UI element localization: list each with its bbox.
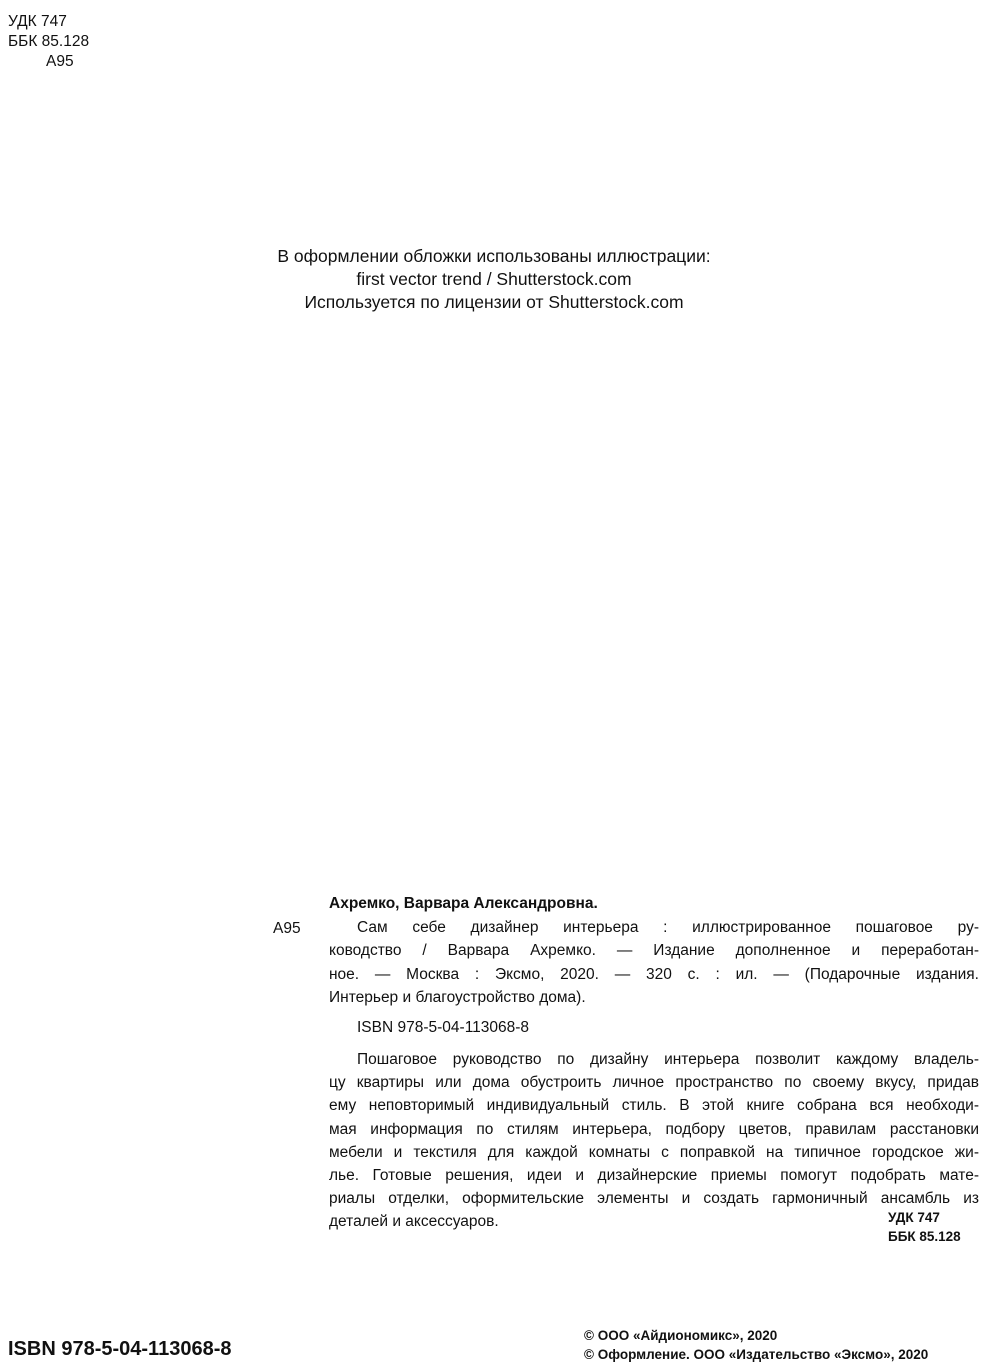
udk-code: УДК 747 xyxy=(8,13,67,30)
bbk-code: ББК 85.128 xyxy=(888,1229,961,1244)
annotation xyxy=(329,1048,979,1234)
annotation-line: цу квартиры или дома обустроить личное пространство по своему вкусу, придав xyxy=(329,1074,979,1092)
description-line: Интерьер и благоустройство дома). xyxy=(329,989,586,1007)
credits-line: first vector trend / Shutterstock.com xyxy=(356,269,632,289)
credits-line: Используется по лицензии от Shutterstock.com xyxy=(304,292,684,312)
annotation-line: деталей и аксессуаров. xyxy=(329,1213,499,1231)
description-line: Сам себе дизайнер интерьера : иллюстрированное пошаговое ру- xyxy=(357,919,979,936)
bibliography-cutter: А95 xyxy=(273,920,301,937)
bibliography-isbn: ISBN 978-5-04-113068-8 xyxy=(357,1019,530,1036)
bottom-classification-codes xyxy=(888,1208,961,1246)
udk-code: УДК 747 xyxy=(888,1210,940,1225)
copyright-block xyxy=(584,1326,928,1364)
annotation-line: мебели и текстиля для каждой комнаты с поправкой на типичное городское жи- xyxy=(329,1143,979,1161)
cover-credits xyxy=(0,245,988,314)
top-classification-codes xyxy=(8,12,89,72)
bibliographic-description xyxy=(329,916,979,1010)
annotation-line: мая информация по стилям интерьера, подбору цветов, правилам расстановки xyxy=(329,1120,979,1138)
annotation-line: риалы отделки, оформительские элементы и создать гармоничный ансамбль из xyxy=(329,1190,979,1208)
bbk-code: ББК 85.128 xyxy=(8,33,90,50)
annotation-line: Пошаговое руководство по дизайну интерьера позволит каждому владель- xyxy=(357,1051,979,1068)
cutter-code: А95 xyxy=(46,53,74,70)
copyright-line: © ООО «Айдиономикс», 2020 xyxy=(584,1328,778,1343)
description-line: ководство / Варвара Ахремко. — Издание дополненное и переработан- xyxy=(329,942,979,960)
description-line: ное. — Москва : Эксмо, 2020. — 320 с. : ил. — (Подарочные издания. xyxy=(329,965,979,983)
author-heading: Ахремко, Варвара Александровна. xyxy=(329,895,598,912)
footer-isbn: ISBN 978-5-04-113068-8 xyxy=(8,1338,232,1360)
annotation-line: лье. Готовые решения, идеи и дизайнерские приемы помогут подобрать мате- xyxy=(329,1167,979,1185)
annotation-line: ему неповторимый индивидуальный стиль. В этой книге собрана вся необходи- xyxy=(329,1097,979,1115)
copyright-line: © Оформление. ООО «Издательство «Эксмо», 2020 xyxy=(584,1347,929,1362)
credits-line: В оформлении обложки использованы иллюстрации: xyxy=(277,246,711,266)
